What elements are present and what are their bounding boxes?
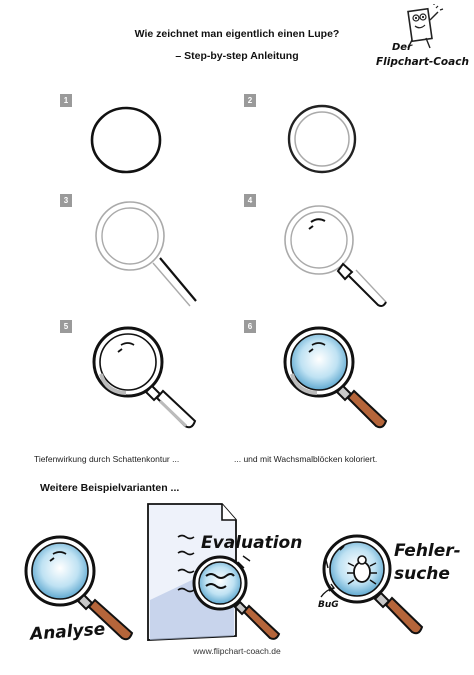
caption-shadow: Tiefenwirkung durch Schattenkontur ... <box>34 454 180 464</box>
step-1-drawing <box>92 108 160 172</box>
step-3-drawing <box>96 202 196 306</box>
step-4-badge: 4 <box>244 194 256 207</box>
caption-colored: ... und mit Wachsmalblöcken koloriert. <box>234 454 378 464</box>
label-bug: BuG <box>318 600 339 610</box>
label-suche: suche <box>394 564 450 584</box>
page-subtitle: – Step-by-step Anleitung <box>175 50 299 62</box>
step-6-drawing <box>285 328 386 427</box>
footer-url: www.flipchart-coach.de <box>193 646 281 656</box>
step-2-drawing <box>289 106 355 172</box>
step-5-badge: 5 <box>60 320 72 333</box>
step-3-badge: 3 <box>60 194 72 207</box>
label-evaluation: Evaluation <box>201 533 303 553</box>
logo-text-line2: Flipchart-Coach <box>376 56 469 68</box>
label-fehler: Fehler- <box>394 541 461 561</box>
step-1-badge: 1 <box>60 94 72 107</box>
step-2-badge: 2 <box>244 94 256 107</box>
page-title: Wie zeichnet man eigentlich einen Lupe? <box>134 28 340 40</box>
step-4-drawing <box>285 206 386 306</box>
step-5-drawing <box>94 328 195 427</box>
logo-text-line1: Der <box>392 42 413 53</box>
example-evaluation-drawing <box>148 504 279 640</box>
step-6-badge: 6 <box>244 320 256 333</box>
examples-heading: Weitere Beispielvarianten ... <box>40 482 180 494</box>
label-analyse: Analyse <box>29 619 106 645</box>
